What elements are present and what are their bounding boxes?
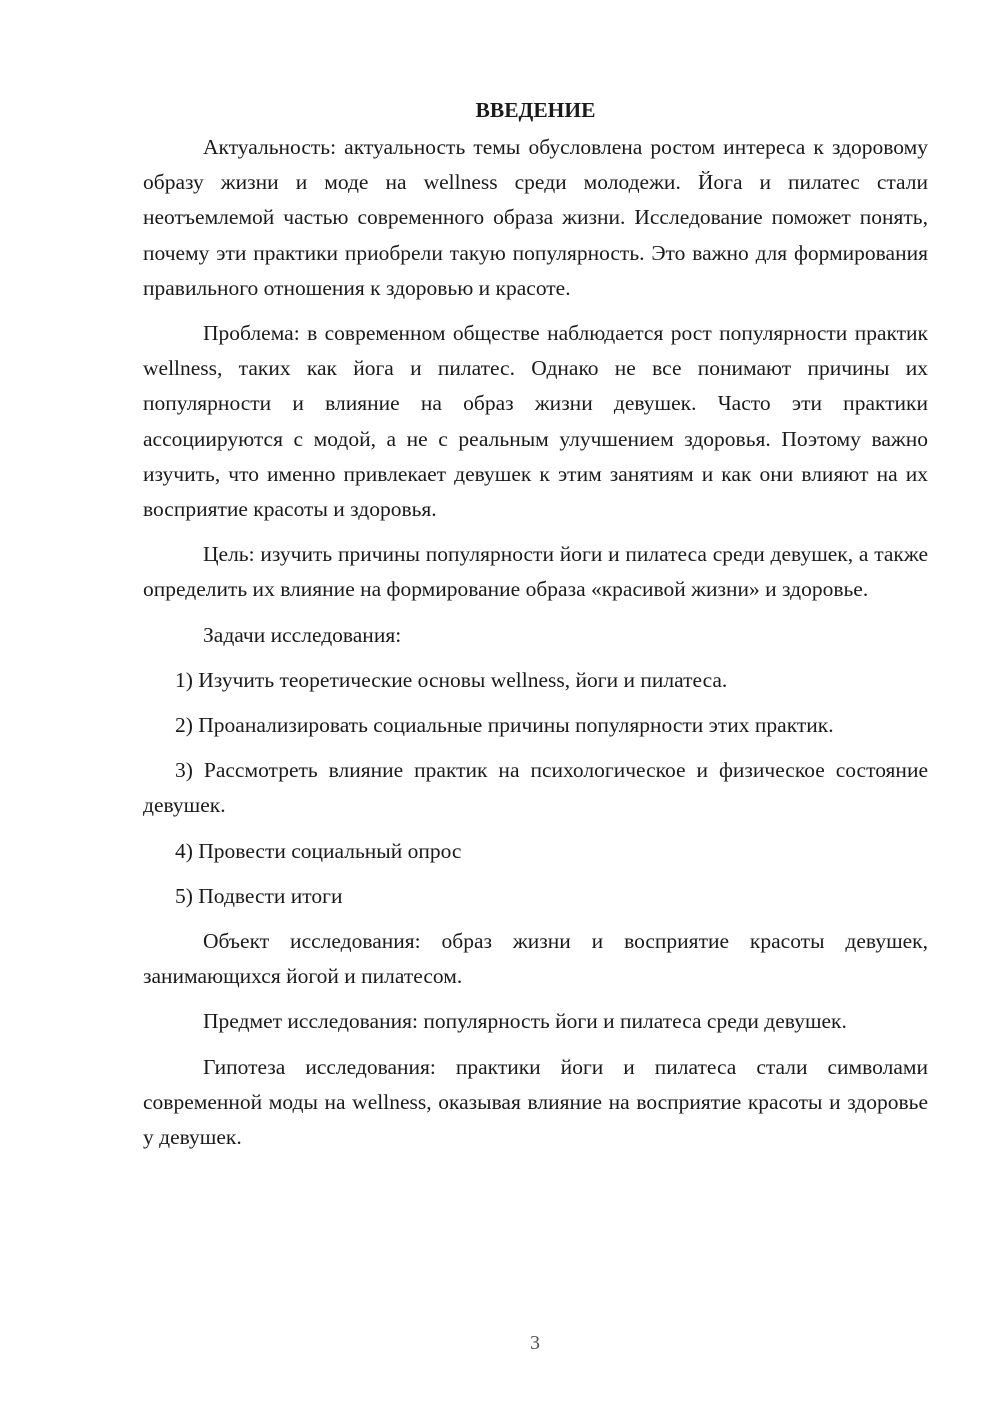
subject-paragraph: Предмет исследования: популярность йоги и пилатеса среди девушек. [203, 1009, 847, 1034]
task-item-4: 4) Провести социальный опрос [175, 838, 462, 863]
page-content [143, 92, 928, 1165]
section-title: ВВЕДЕНИЕ [475, 98, 596, 122]
object-paragraph: Объект исследования: образ жизни и восприятие красоты девушек, занимающихся йогой и пилатесом. [143, 929, 928, 989]
goal-paragraph: Цель: изучить причины популярности йоги и пилатеса среди девушек, а также определить их влияние на формирование образа «красивой жизни» и здоровье. [143, 542, 928, 602]
relevance-paragraph: Актуальность: актуальность темы обусловлена ростом интереса к здоровому образу жизни и моде на wellness среди молодежи. Йога и пилатес стали неотъемлемой частью современного образа жизни. Исследование поможет понять, почему эти практики приобрели такую популярность. Это важно для формирования правильного отношения к здоровью и красоте. [143, 135, 928, 300]
tasks-heading: Задачи исследования: [203, 622, 402, 647]
hypothesis-paragraph: Гипотеза исследования: практики йоги и пилатеса стали символами современной моды на wellness, оказывая влияние на восприятие красоты и здоровье у девушек. [143, 1054, 928, 1150]
task-item-2: 2) Проанализировать социальные причины популярности этих практик. [175, 713, 834, 738]
task-item-3: 3) Рассмотреть влияние практик на психологическое и физическое состояние девушек. [143, 758, 928, 818]
task-item-5: 5) Подвести итоги [175, 883, 343, 908]
task-item-1: 1) Изучить теоретические основы wellness, йоги и пилатеса. [175, 667, 728, 692]
problem-paragraph: Проблема: в современном обществе наблюдается рост популярности практик wellness, таких как йога и пилатес. Однако не все понимают причины их популярности и влияние на образ жизни девушек. Часто эти практики ассоциируются с модой, а не с реальным улучшением здоровья. Поэтому важно изучить, что именно привлекает девушек к этим занятиям и как они влияют на их восприятие красоты и здоровья. [143, 321, 928, 522]
page-number: 3 [530, 1332, 540, 1354]
